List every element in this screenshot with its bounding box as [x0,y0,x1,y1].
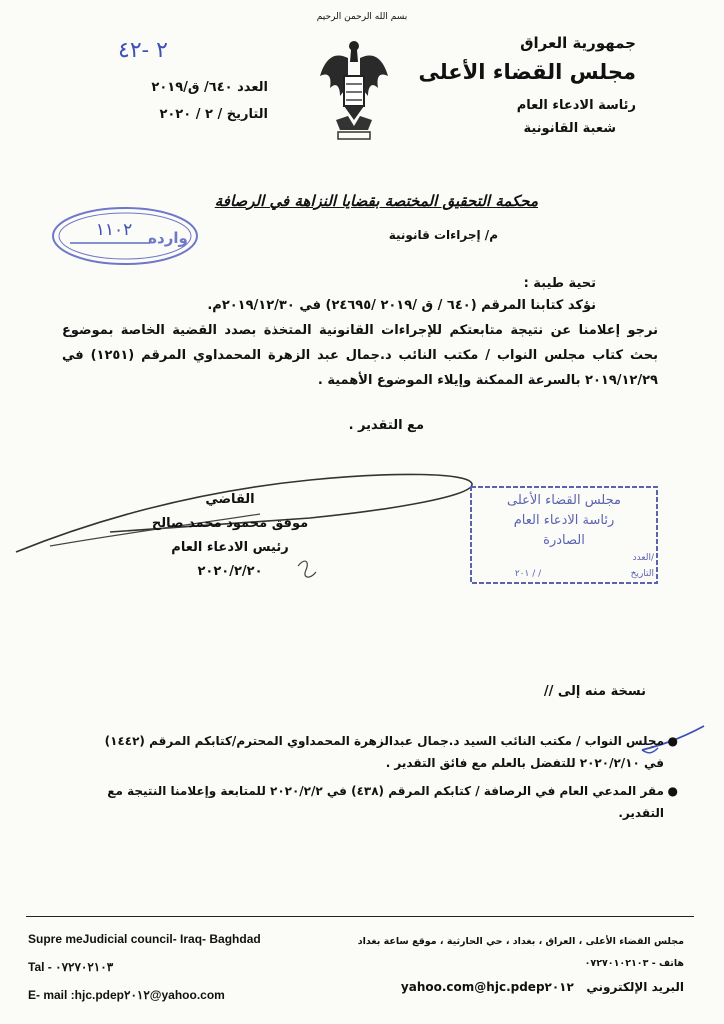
basmala-header: بسم الله الرحمن الرحيم [316,12,408,22]
reference-block [98,80,268,134]
copies-label: نسخة منه إلى // [543,684,646,699]
signatory-title: القاضي [205,492,255,507]
issuer-block [396,34,636,136]
office-stamp [468,484,660,586]
greeting: تحية طيبة : [523,276,596,291]
footer-ar-email-line [344,980,684,994]
office-stamp-line1: مجلس القضاء الأعلى [507,493,621,508]
signatory-block [150,492,310,588]
issuer-council: مجلس القضاء الأعلى [418,60,636,84]
footer-en-email: E- mail :hjc.pdep٢٠١٢@yahoo.com [28,988,225,1002]
office-stamp-date-label: التاريخ [630,569,654,579]
issuer-country: جمهورية العراق [520,34,636,52]
reference-number: العدد ٦٤٠/ ق/٢٠١٩ [151,80,268,95]
addressee: محكمة التحقيق المختصة بقضايا النزاهة في الرصافة [214,192,538,210]
body-paragraph-2: نرجو إعلامنا عن نتيجة متابعتكم للإجراءات القانونية المتخذة بصدد القضية الخاصة بموضوع بحث كتاب مجلس النواب / مكتب النائب د.جمال عبد الزهرة المحمداوي المرقم (١٢٥١) في ٢٠١٩/١٢/٢٩ بالسرعة الممكنة وإيلاء الموضوع الأهمية . [62,323,658,388]
received-stamp-number: ١١٠٢ [95,220,133,240]
bullet-icon: ● [667,784,678,798]
footer-english [28,932,328,1016]
footer-en-name: Supre meJudicial council- Iraq- Baghdad [28,932,261,946]
bullet-icon: ● [667,734,678,748]
signatory-date: ٢٠٢٠/٢/٢٠ [197,564,263,579]
footer-divider [26,916,694,917]
copies-list [92,730,678,830]
footer-en-tel: Tal - ٠٧٢٧٠٢١٠٣ [28,960,114,974]
handwritten-annotation: ٢ -٤٢ [118,38,168,63]
list-item [92,730,678,774]
body-paragraph-1: نؤكد كتابنا المرقم (٦٤٠ / ق /٢٠١٩ /٢٤٦٩٥) في ٢٠١٩/١٢/٣٠م. [207,298,596,313]
signatory-name: موفق محمود محمد صالح [151,516,309,531]
office-stamp-date-value: ٢٠١ / / [514,569,542,579]
footer-ar-email: hjc.pdep٢٠١٢@yahoo.com [400,980,574,994]
copy-item-text: مقر المدعي العام في الرصافة / كتابكم المرقم (٤٣٨) في ٢٠٢٠/٢/٢ للمتابعة وإعلامنا النتيجة مع التقدير. [107,784,664,820]
received-stamp [50,205,200,267]
office-stamp-line3: الصادرة [543,533,585,548]
eagle-emblem-icon [318,36,390,146]
issuer-division: شعبة القانونية [523,121,616,136]
footer-ar-phone: هاتف - ٠٧٢٧٠١٠٢١٠٣ [584,958,684,969]
signatory-position: رئيس الادعاء العام [171,540,289,555]
reference-date: التاريخ / ٢ / ٢٠٢٠ [159,107,268,122]
closing-line: مع التقدير . [348,418,424,433]
office-stamp-number-label: العدد/ [632,553,654,563]
footer-ar-email-label: البريد الإلكتروني [586,980,684,994]
received-stamp-label: وارده [148,229,188,247]
footer-arabic [344,936,684,1005]
list-item [92,780,678,824]
copy-item-text: مجلس النواب / مكتب النائب السيد د.جمال عبدالزهرة المحمداوي المحترم/كتابكم المرقم (١٤٤٢) في ٢٠٢٠/٢/١٠ للتفضل بالعلم مع فائق التقدير . [104,734,664,770]
subject-line: م/ إجراءات قانونية [388,228,498,242]
issuer-presidency: رئاسة الادعاء العام [516,98,636,113]
office-stamp-line2: رئاسة الادعاء العام [513,513,615,528]
footer-ar-address: مجلس القضاء الأعلى ، العراق ، بغداد ، حي الحارثية ، موقع ساعة بغداد [357,936,684,947]
